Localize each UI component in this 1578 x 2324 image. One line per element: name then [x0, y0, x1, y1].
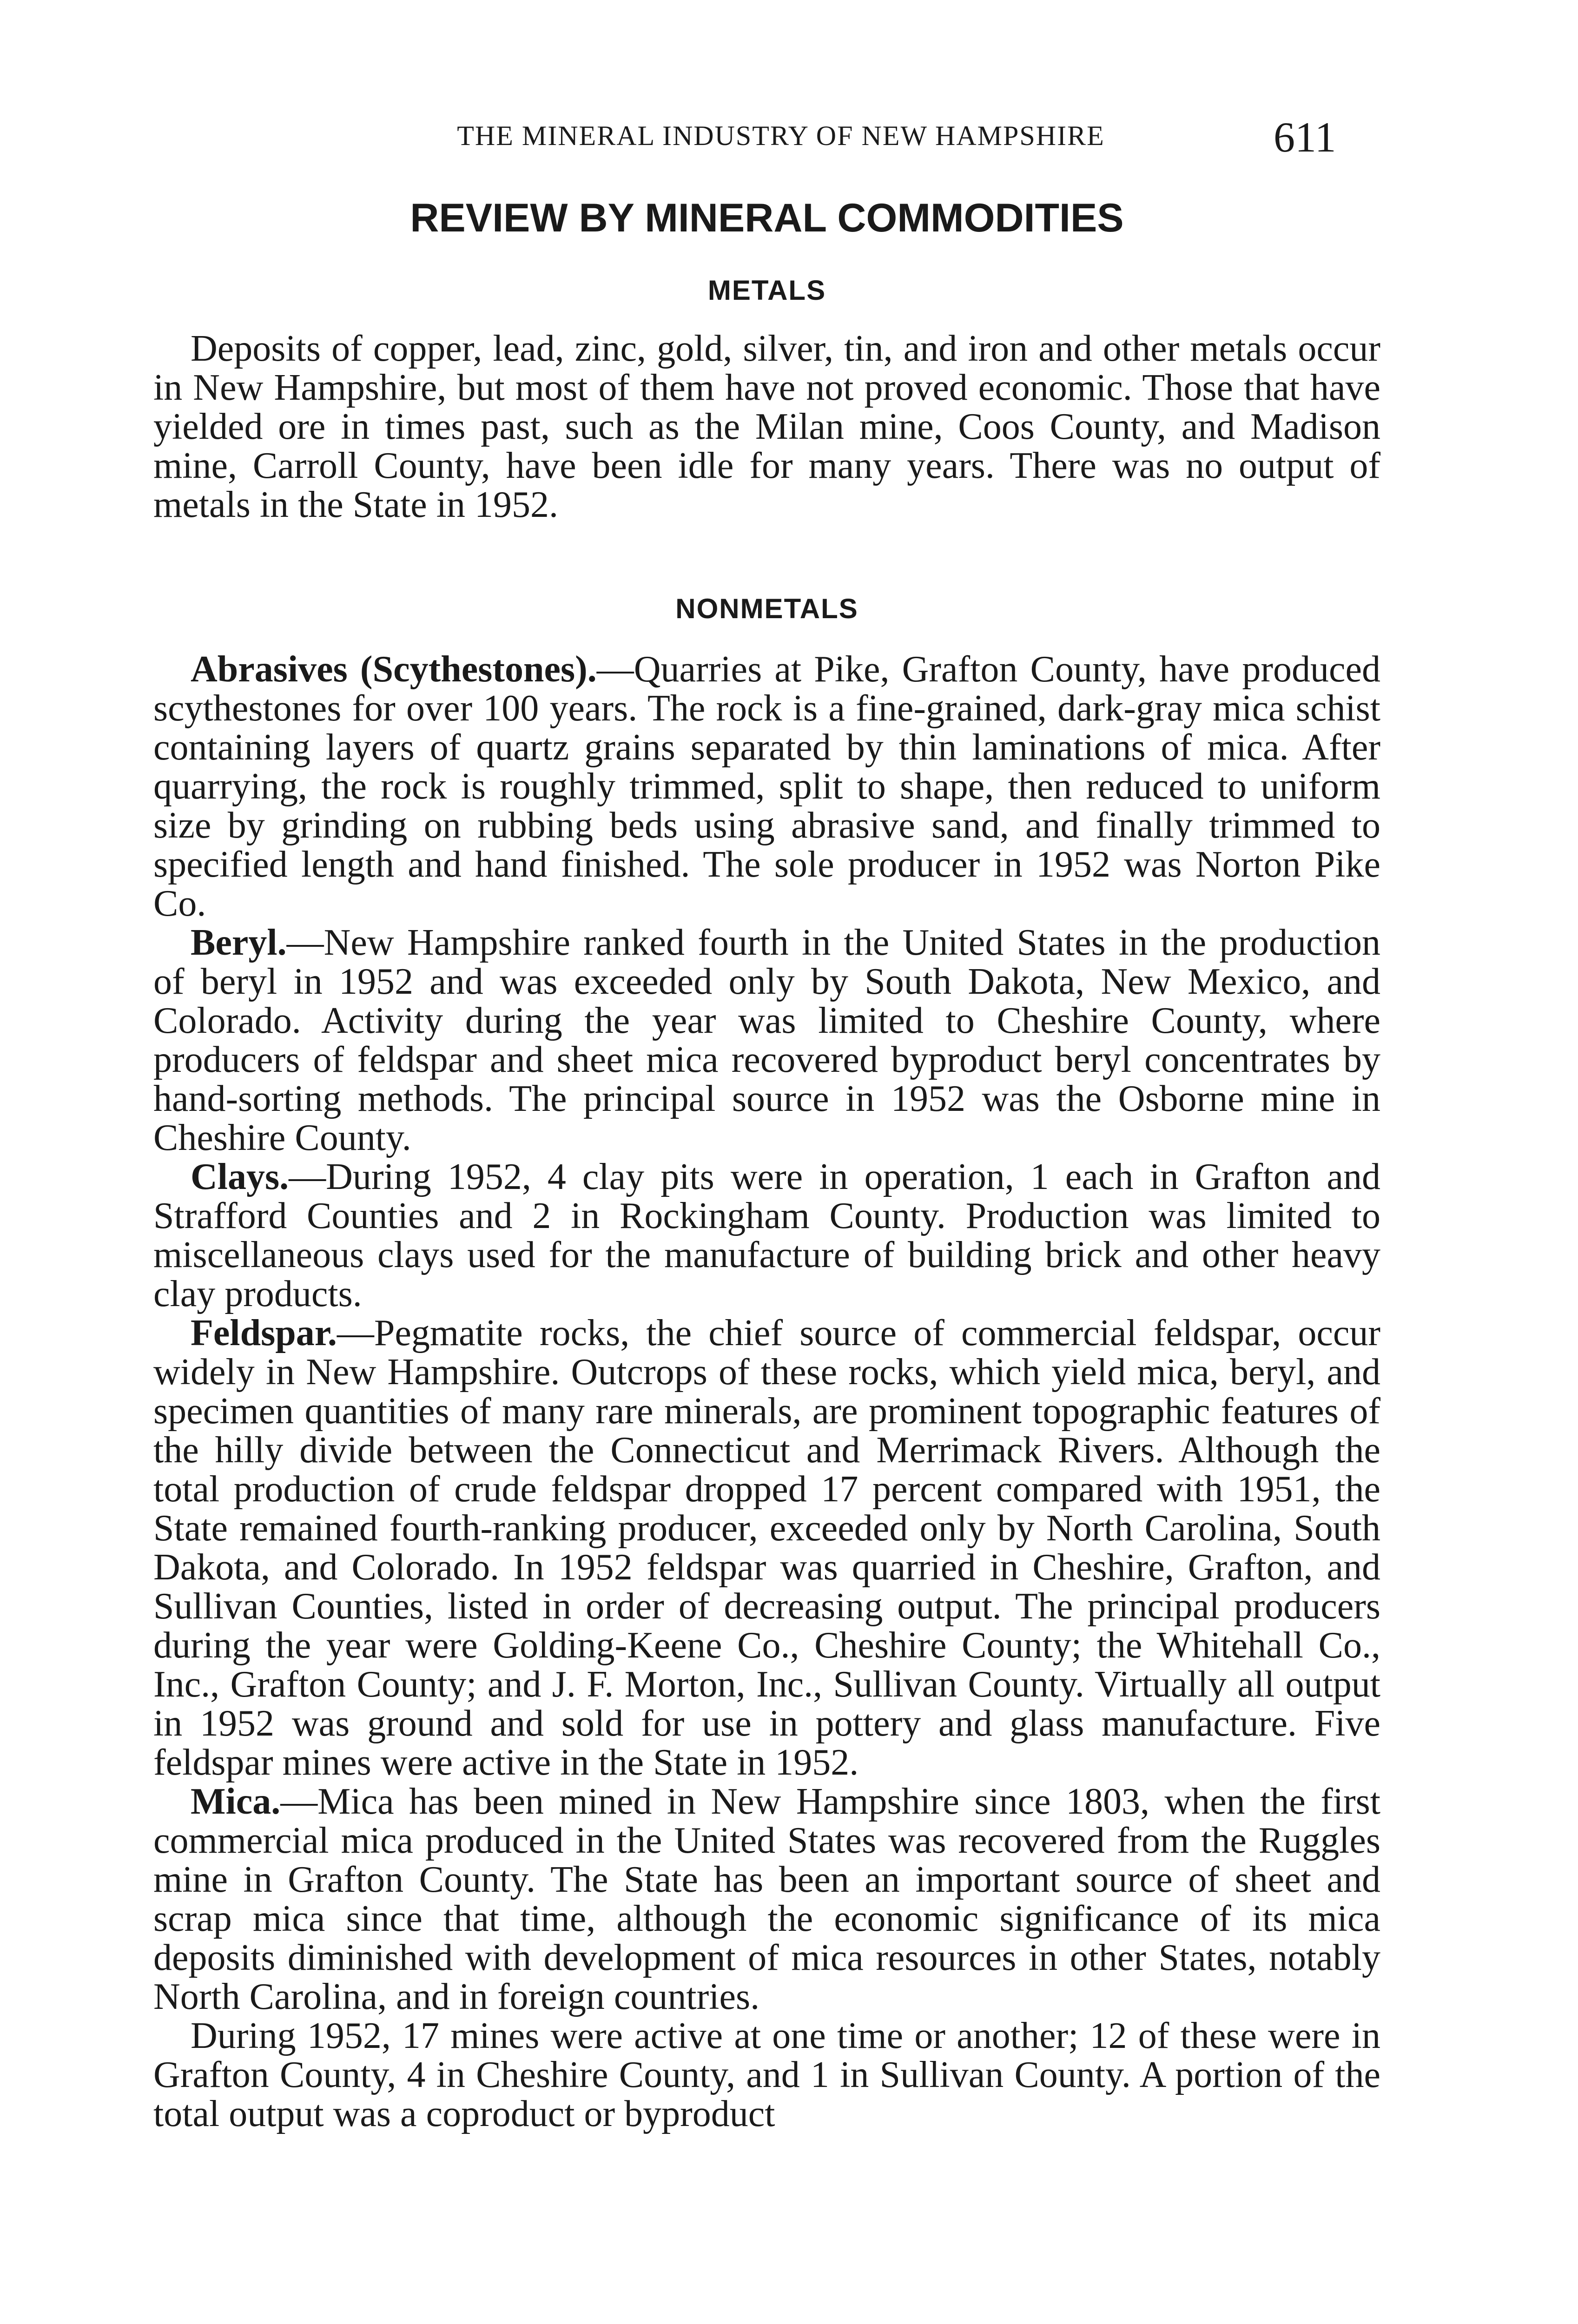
beryl-term: Beryl. [191, 922, 287, 963]
nonmetals-section [153, 650, 1380, 2133]
feldspar-term: Feldspar. [191, 1313, 337, 1353]
section-title: REVIEW BY MINERAL COMMODITIES [410, 196, 1124, 240]
beryl-paragraph [153, 923, 1380, 1157]
nonmetals-heading: NONMETALS [675, 593, 858, 624]
page-number: 611 [1274, 113, 1336, 161]
mica-continued-paragraph: During 1952, 17 mines were active at one time or another; 12 of these were in Grafton County, 4 in Cheshire County, and 1 in Sullivan County. A portion of the total output was a coproduct or byproduct [153, 2015, 1380, 2134]
abrasives-text: —Quarries at Pike, Grafton County, have produced scythestones for over 100 years. The rock is a fine-grained, dark-gray mica schist containing layers of quartz grains separated by thin laminations of mica. After quarrying, the rock is roughly trimmed, split to shape, then reduced to uniform size by grinding on rubbing beds using abrasive sand, and finally trimmed to specified length and hand finished. The sole producer in 1952 was Norton Pike Co. [153, 649, 1380, 924]
clays-paragraph [153, 1157, 1380, 1314]
abrasives-term: Abrasives (Scythestones). [191, 649, 597, 690]
clays-text: —During 1952, 4 clay pits were in operation, 1 each in Grafton and Strafford Counties and 2 in Rockingham County. Production was limited to miscellaneous clays used for the manufacture of building brick and other heavy clay products. [153, 1156, 1380, 1314]
clays-term: Clays. [191, 1156, 289, 1197]
feldspar-paragraph [153, 1314, 1380, 1782]
beryl-text: —New Hampshire ranked fourth in the United States in the production of beryl in 1952 and was exceeded only by South Dakota, New Mexico, and Colorado. Activity during the year was limited to Cheshire County, where producers of feldspar and sheet mica recovered byproduct beryl concentrates by hand-sorting methods. The principal source in 1952 was the Osborne mine in Cheshire County. [153, 922, 1380, 1158]
running-head: THE MINERAL INDUSTRY OF NEW HAMPSHIRE [457, 120, 1105, 151]
abrasives-paragraph [153, 650, 1380, 923]
mica-text: —Mica has been mined in New Hampshire since 1803, when the first commercial mica produced in the United States was recovered from the Ruggles mine in Grafton County. The State has been an important source of sheet and scrap mica since that time, although the economic significance of its mica deposits diminished with development of mica resources in other States, notably North Carolina, and in foreign countries. [153, 1781, 1380, 2017]
metals-heading: METALS [707, 275, 826, 306]
metals-paragraph: Deposits of copper, lead, zinc, gold, silver, tin, and iron and other metals occur in New Hampshire, but most of them have not proved economic. Those that have yielded ore in times past, such as the Milan mine, Coos County, and Madison mine, Carroll County, have been idle for many years. There was no output of metals in the State in 1952. [153, 328, 1380, 525]
mica-paragraph [153, 1782, 1380, 2016]
mica-term: Mica. [191, 1781, 281, 1822]
feldspar-text: —Pegmatite rocks, the chief source of commercial feldspar, occur widely in New Hampshire. Outcrops of these rocks, which yield mica, beryl, and specimen quantities of many rare minerals, are prominent topographic features of the hilly divide between the Connecticut and Merrimack Rivers. Although the total production of crude feldspar dropped 17 percent compared with 1951, the State remained fourth-ranking producer, exceeded only by North Carolina, South Dakota, and Colorado. In 1952 feldspar was quarried in Cheshire, Grafton, and Sullivan Counties, listed in order of decreasing output. The principal producers during the year were Golding-Keene Co., Cheshire County; the Whitehall Co., Inc., Grafton County; and J. F. Morton, Inc., Sullivan County. Virtually all output in 1952 was ground and sold for use in pottery and glass manufacture. Five feldspar mines were active in the State in 1952. [153, 1313, 1380, 1783]
metals-section [153, 329, 1380, 524]
